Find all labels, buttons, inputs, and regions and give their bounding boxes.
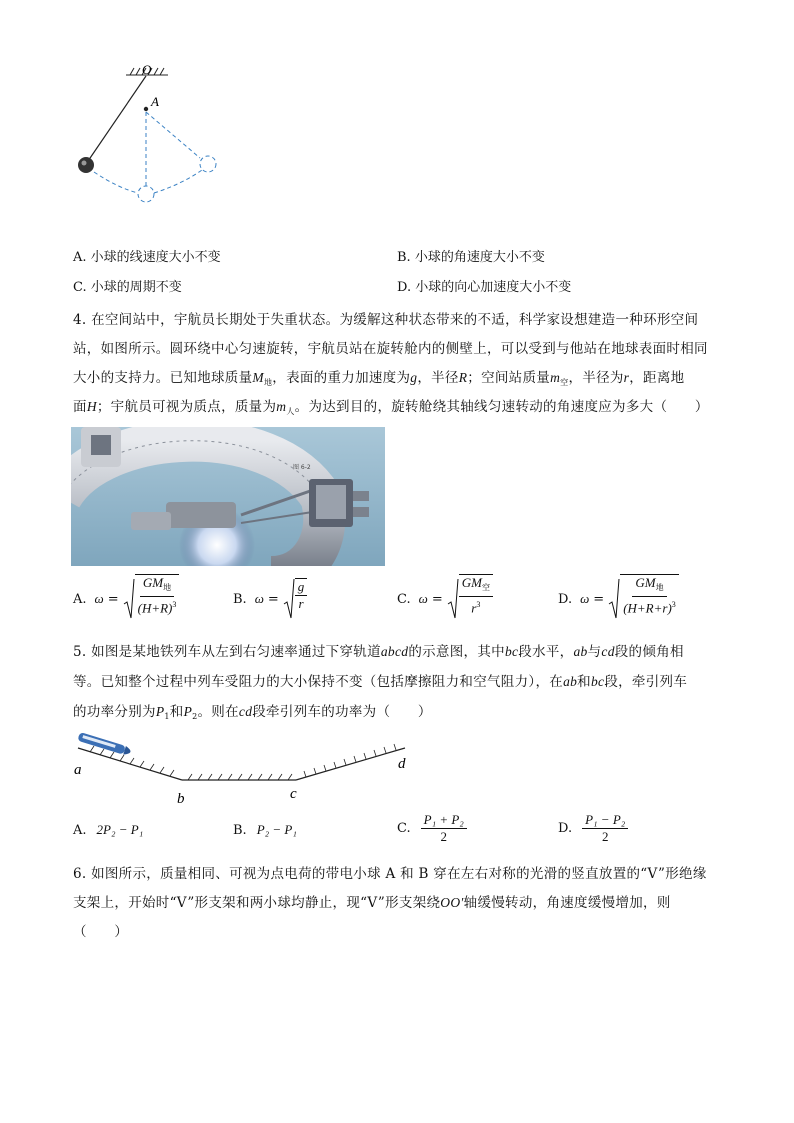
track-figure	[70, 728, 415, 808]
q6-line-2: 支架上，开始时“V”形支架和两小球均静止，现“V”形支架绕OO′轴缓慢转动，角速度缓慢增加，则	[73, 895, 671, 911]
q3-option-a: A. 小球的线速度大小不变	[73, 250, 221, 265]
q4-line-2: 站，如图所示。圆环绕中心匀速旋转，宇航员站在旋转舱内的侧壁上，可以受到与他站在地球表面时相同	[73, 341, 708, 357]
q5-option-c: C. $\frac{\text{P₁ + P₂}}{2}$	[397, 812, 467, 845]
track-label-b: b	[177, 791, 185, 807]
q4-option-b: B. ω = $\frac{g}{r}$	[233, 578, 307, 620]
q4-line-1: 4. 在空间站中，宇航员长期处于失重状态。为缓解这种状态带来的不适，科学家设想建造一种环形空间	[73, 312, 699, 328]
q6-line-3: （ ）	[73, 924, 129, 940]
q4-option-c: C. ω = $\frac{GM_空}{r^3}$	[397, 578, 493, 620]
q4-option-d: D. ω = $\frac{GM_地}{(H+R+r)^3}$	[558, 578, 679, 620]
track-label-d: d	[398, 756, 406, 772]
peg-A	[144, 107, 148, 111]
q3-option-b: B. 小球的角速度大小不变	[397, 250, 545, 265]
sqrt-sign	[447, 578, 459, 620]
label-A: A	[151, 94, 159, 109]
pendulum-ball	[78, 157, 94, 173]
q6-line-1: 6. 如图所示，质量相同、可视为点电荷的带电小球 A 和 B 穿在左右对称的光滑的竖直放置的“V”形绝缘	[73, 866, 707, 882]
pendulum-figure	[70, 60, 230, 210]
pendulum-string	[86, 76, 146, 164]
track-label-a: a	[74, 762, 82, 778]
q5-line-2: 等。已知整个过程中列车受阻力的大小保持不变（包括摩擦阻力和空气阻力），在ab和bc段，牵引列车	[73, 674, 688, 690]
q5-option-a: A. 2P₂ − P₁	[73, 822, 144, 838]
q5-option-d: D. $\frac{\text{P₁ − P₂}}{2}$	[558, 812, 628, 845]
q3-option-c: C. 小球的周期不变	[73, 280, 182, 295]
sqrt-sign	[123, 578, 135, 620]
q3-option-d: D. 小球的向心加速度大小不变	[397, 280, 572, 295]
q4-option-a: A. ω = $\frac{GM_地}{(H+R)^3}$	[73, 578, 179, 620]
label-O: O	[142, 62, 152, 77]
q4-line-3: 大小的支持力。已知地球质量$M_地$，表面的重力加速度为g，半径R；空间站质量$m_空$，半径为r，距离地	[73, 370, 685, 387]
sqrt-sign	[608, 578, 620, 620]
train	[77, 732, 131, 756]
q5-line-1: 5. 如图是某地铁列车从左到右匀速率通过下穿轨道abcd的示意图，其中bc段水平，ab与cd段的倾角相	[73, 644, 684, 660]
sqrt-sign	[283, 578, 295, 620]
q5-option-b: B. P₂ − P₁	[233, 822, 297, 838]
q4-line-4: 面H；宇航员可视为质点，质量为$m_人$。为达到目的，旋转舱绕其轴线匀速转动的角速度应为多大（ ）	[73, 399, 709, 416]
photo-caption: 图 6-2	[293, 464, 311, 471]
track-label-c: c	[290, 786, 297, 802]
q5-line-3: 的功率分别为$P_1$和$P_2$。则在cd段牵引列车的功率为（ ）	[73, 704, 432, 721]
space-station-photo	[71, 427, 385, 566]
track-hatch	[90, 744, 396, 780]
